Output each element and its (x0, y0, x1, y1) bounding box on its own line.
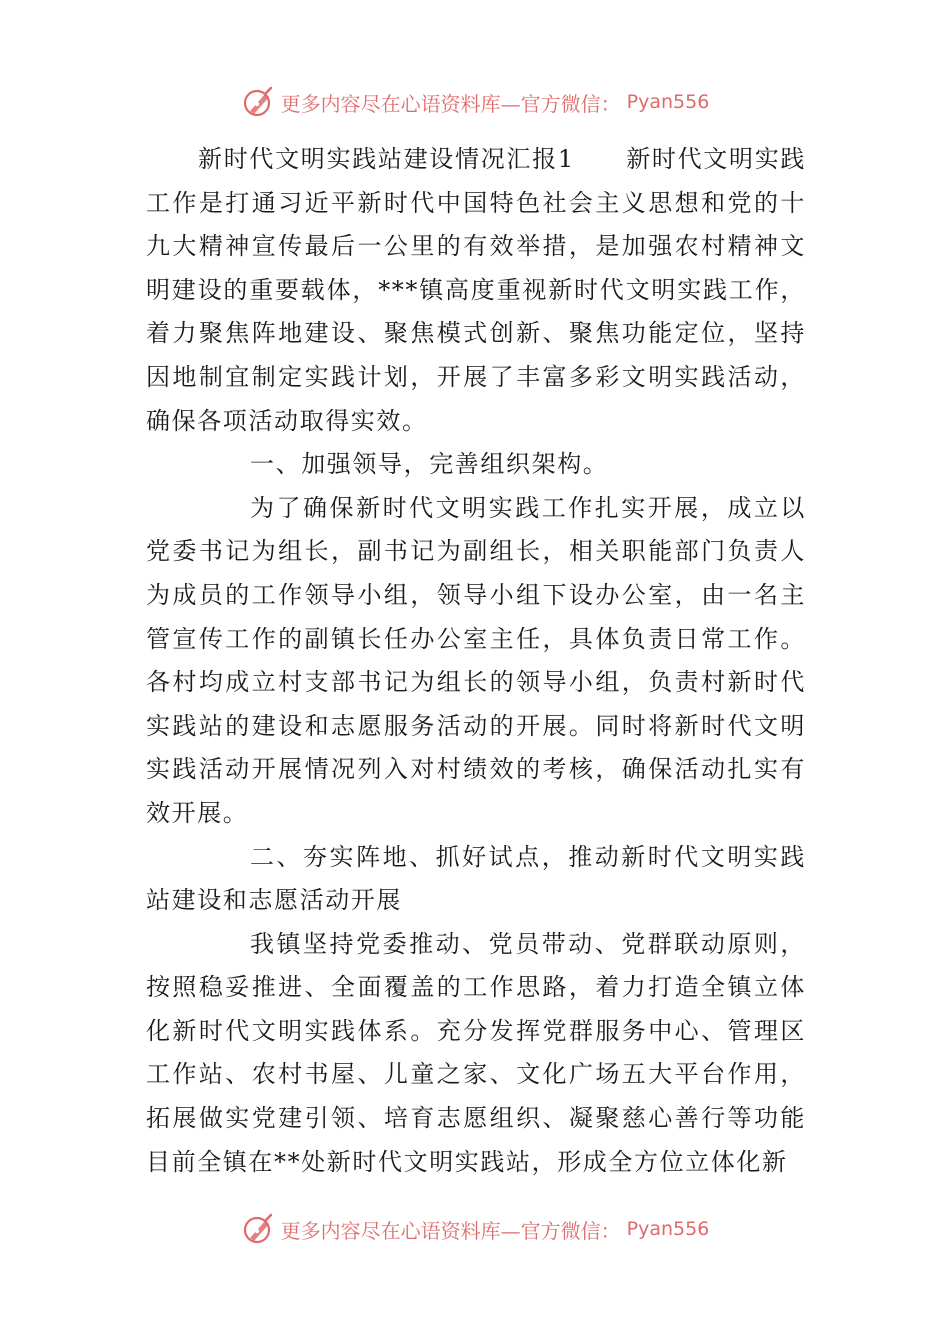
paragraph-section-2: 我镇坚持党委推动、党员带动、党群联动原则，按照稳妥推进、全面覆盖的工作思路，着力打造全镇立体化新时代文明实践体系。充分发挥党群服务中心、管理区工作站、农村书屋、儿童之家、文化广场五大平台作用，拓展做实党建引领、培育志愿组织、凝聚慈心善行等功能目前全镇在**处新时代文明实践站，形成全方位立体化新 (146, 929, 806, 1176)
document-body (146, 138, 806, 1184)
section-heading-2: 二、夯实阵地、抓好试点，推动新时代文明实践站建设和志愿活动开展 (146, 842, 806, 915)
paragraph-section-1: 为了确保新时代文明实践工作扎实开展，成立以党委书记为组长，副书记为副组长，相关职能部门负责人为成员的工作领导小组，领导小组下设办公室，由一名主管宣传工作的副镇长任办公室主任，具体负责日常工作。各村均成立村支部书记为组长的领导小组，负责村新时代实践站的建设和志愿服务活动的开展。同时将新时代文明实践活动开展情况列入对村绩效的考核，确保活动扎实有效开展。 (146, 493, 806, 827)
pen-seal-icon (241, 85, 275, 119)
header-watermark-banner (0, 82, 950, 122)
pen-seal-icon (241, 1212, 275, 1246)
watermark-text: 更多内容尽在心语资料库—官方微信： (280, 1218, 621, 1243)
paragraph-intro: 新时代文明实践站建设情况汇报1 新时代文明实践工作是打通习近平新时代中国特色社会主义思想和党的十九大精神宣传最后一公里的有效举措，是加强农村精神文明建设的重要载体，***镇高度重视新时代文明实践工作，着力聚焦阵地建设、聚焦模式创新、聚焦功能定位，坚持因地制宜制定实践计划，开展了丰富多彩文明实践活动，确保各项活动取得实效。 (146, 145, 806, 435)
watermark-text: 更多内容尽在心语资料库—官方微信： (280, 91, 621, 116)
watermark-handle: Pyan556 (626, 91, 710, 113)
section-heading-1: 一、加强领导，完善组织架构。 (250, 450, 609, 479)
watermark-handle: Pyan556 (626, 1218, 710, 1240)
footer-watermark-banner (0, 1209, 950, 1249)
